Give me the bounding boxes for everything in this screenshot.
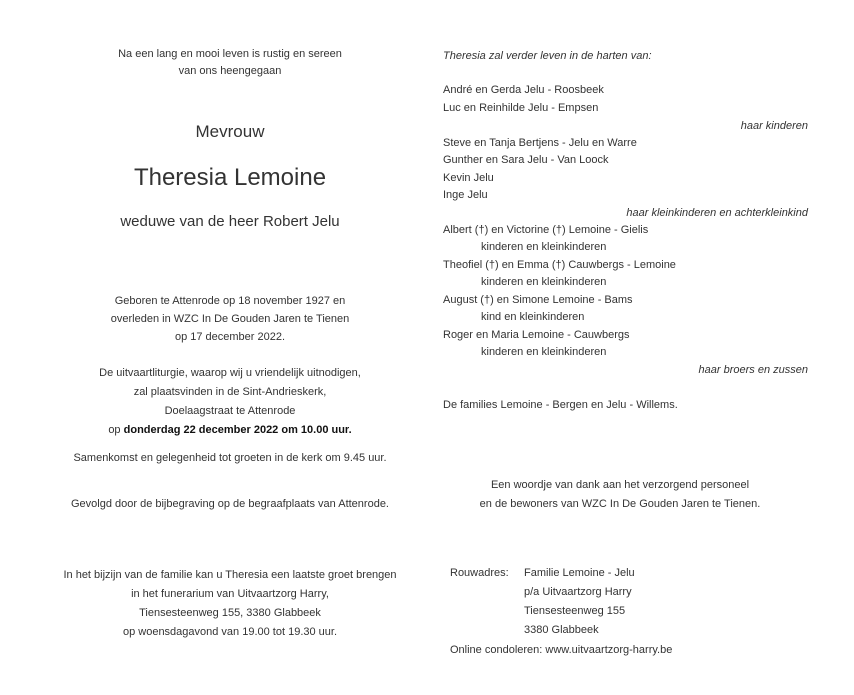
address-line-2: p/a Uitvaartzorg Harry <box>524 586 632 598</box>
funeral-line-3: Doelaagstraat te Attenrode <box>164 405 296 417</box>
intro-line-2: van ons heengegaan <box>178 65 282 77</box>
birth-line-2: overleden in WZC In De Gouden Jaren te Tienen <box>110 313 350 325</box>
mourners-heading: Theresia zal verder leven in de harten van: <box>443 50 652 62</box>
address-line-3: Tiensesteenweg 155 <box>524 605 626 617</box>
grandchild-4: Inge Jelu <box>443 189 488 201</box>
address-line-1: Familie Lemoine - Jelu <box>524 567 635 579</box>
sibling-3-sub: kind en kleinkinderen <box>481 311 585 323</box>
widow-line: weduwe van de heer Robert Jelu <box>120 213 340 230</box>
grandchild-3: Kevin Jelu <box>443 172 494 184</box>
farewell-line-4: op woensdagavond van 19.00 tot 19.30 uur. <box>122 626 338 638</box>
condolence-link[interactable]: Online condoleren: www.uitvaartzorg-harry.be <box>450 644 673 656</box>
farewell-line-2: in het funerarium van Uitvaartzorg Harry, <box>131 588 329 600</box>
deceased-name: Theresia Lemoine <box>133 164 327 191</box>
sibling-2-sub: kinderen en kleinkinderen <box>481 276 607 288</box>
sibling-1-sub: kinderen en kleinkinderen <box>481 241 607 253</box>
thanks-line-1: Een woordje van dank aan het verzorgend personeel <box>490 479 750 491</box>
grandchildren-label: haar kleinkinderen en achterkleinkind <box>626 207 808 219</box>
child-1: André en Gerda Jelu - Roosbeek <box>443 84 604 96</box>
child-2: Luc en Reinhilde Jelu - Empsen <box>443 102 599 114</box>
funeral-line-1: De uitvaartliturgie, waarop wij u vriendelijk uitnodigen, <box>99 367 361 379</box>
address-line-4: 3380 Glabbeek <box>524 624 599 636</box>
funeral-date-prefix: op <box>108 424 121 436</box>
families-line: De families Lemoine - Bergen en Jelu - Willems. <box>443 399 678 411</box>
funeral-date: donderdag 22 december 2022 om 10.00 uur. <box>123 424 352 436</box>
farewell-line-1: In het bijzijn van de familie kan u Theresia een laatste groet brengen <box>63 569 397 581</box>
funeral-date-line <box>0 421 460 439</box>
gathering: Samenkomst en gelegenheid tot groeten in de kerk om 9.45 uur. <box>73 452 387 464</box>
sibling-4: Roger en Maria Lemoine - Cauwbergs <box>443 329 630 341</box>
address-label: Rouwadres: <box>450 567 509 579</box>
farewell-line-3: Tiensesteenweg 155, 3380 Glabbeek <box>139 607 321 619</box>
sibling-4-sub: kinderen en kleinkinderen <box>481 346 607 358</box>
grandchild-2: Gunther en Sara Jelu - Van Loock <box>443 154 609 166</box>
birth-line-1: Geboren te Attenrode op 18 november 1927 en <box>114 295 346 307</box>
sibling-2: Theofiel (†) en Emma (†) Cauwbergs - Lemoine <box>443 259 676 271</box>
siblings-label: haar broers en zussen <box>698 364 808 376</box>
burial: Gevolgd door de bijbegraving op de begraafplaats van Attenrode. <box>70 498 389 510</box>
grandchild-1: Steve en Tanja Bertjens - Jelu en Warre <box>443 137 637 149</box>
birth-line-3: op 17 december 2022. <box>174 331 286 343</box>
children-label: haar kinderen <box>740 120 808 132</box>
sibling-1: Albert (†) en Victorine (†) Lemoine - Gielis <box>443 224 649 236</box>
funeral-line-2: zal plaatsvinden in de Sint-Andrieskerk, <box>133 386 327 398</box>
sibling-3: August (†) en Simone Lemoine - Bams <box>443 294 633 306</box>
thanks-line-2: en de bewoners van WZC In De Gouden Jaren te Tienen. <box>479 498 761 510</box>
salutation: Mevrouw <box>195 122 265 141</box>
intro-line-1: Na een lang en mooi leven is rustig en sereen <box>118 48 342 60</box>
